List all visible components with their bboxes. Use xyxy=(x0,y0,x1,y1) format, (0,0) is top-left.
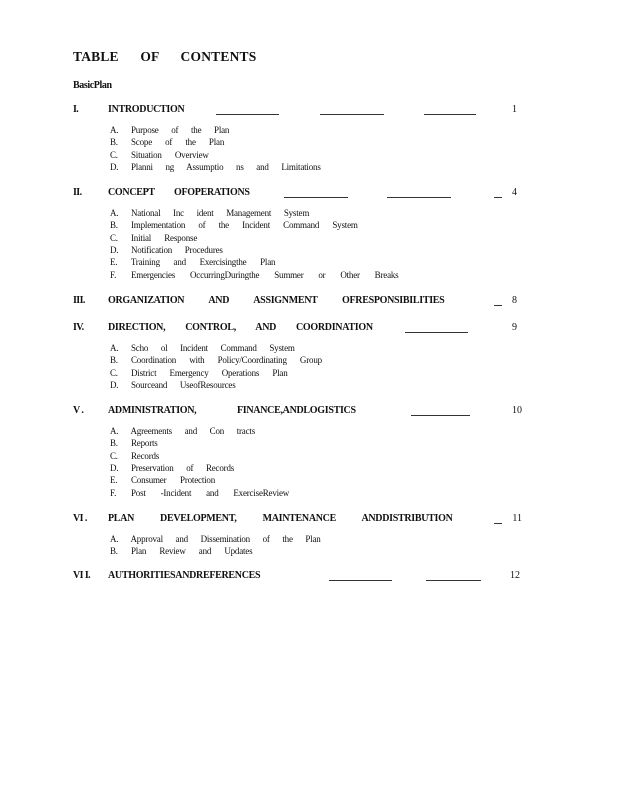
toc-subtitle: BasicPlan xyxy=(73,80,112,91)
toc-subitem: A. Purpose of the Plan xyxy=(110,125,230,135)
toc-subitem: D. Planni ng Assumptio ns and Limitations xyxy=(110,161,321,172)
leader-line xyxy=(216,114,279,115)
section-number: V . xyxy=(73,405,84,416)
toc-title: TABLE OF CONTENTS xyxy=(73,49,257,64)
toc-subitem: C. Initial Response xyxy=(110,232,198,243)
section-page-number: 8 xyxy=(512,295,517,306)
toc-subitem: F. Emergencies OccurringDuringthe Summer or Other Breaks xyxy=(110,269,399,280)
toc-subitem: E. Training and Exercisingthe Plan xyxy=(110,257,276,268)
section-number: II. xyxy=(73,187,82,198)
toc-subitem: D. Notification Procedures xyxy=(110,244,223,255)
toc-subitem: A. Agreements and Con tracts xyxy=(110,426,255,436)
toc-subitem: A. National Inc ident Management System xyxy=(110,208,310,218)
toc-subitem: A. Approval and Dissemination of the Plan xyxy=(110,534,321,544)
toc-subitem: D. Sourceand UseofResources xyxy=(110,379,236,390)
section-title: INTRODUCTION xyxy=(108,104,185,115)
section-title: DIRECTION, CONTROL, AND COORDINATION xyxy=(108,322,373,333)
section-title: AUTHORITIESANDREFERENCES xyxy=(108,570,261,581)
section-number: III. xyxy=(73,295,85,306)
section-page-number: 4 xyxy=(512,187,517,198)
toc-subitem: E. Consumer Protection xyxy=(110,475,216,486)
leader-line xyxy=(494,305,502,306)
section-title: PLAN DEVELOPMENT, MAINTENANCE ANDDISTRIBUTION xyxy=(108,513,453,524)
leader-line xyxy=(426,580,481,581)
leader-line xyxy=(494,523,502,524)
toc-subitem: A. Scho ol Incident Command System xyxy=(110,343,295,353)
section-title: ADMINISTRATION, FINANCE,ANDLOGISTICS xyxy=(108,405,356,416)
leader-line xyxy=(494,197,502,198)
toc-subitem: C. Situation Overview xyxy=(110,149,209,160)
leader-line xyxy=(284,197,348,198)
leader-line xyxy=(405,332,468,333)
leader-line xyxy=(424,114,476,115)
toc-subitem: B. Reports xyxy=(110,438,158,449)
section-number: VI I. xyxy=(73,570,91,581)
section-page-number: 9 xyxy=(512,322,517,333)
toc-subitem: B. Scope of the Plan xyxy=(110,137,225,148)
toc-subitem: F. Post -Incident and ExerciseReview xyxy=(110,487,290,498)
section-title: CONCEPT OFOPERATIONS xyxy=(108,187,250,198)
toc-subitem: B. Plan Review and Updates xyxy=(110,546,253,557)
leader-line xyxy=(387,197,451,198)
toc-subitem: C. Records xyxy=(110,450,160,461)
leader-line xyxy=(320,114,384,115)
toc-subitem: C. District Emergency Operations Plan xyxy=(110,367,288,378)
section-page-number: 11 xyxy=(512,513,522,524)
leader-line xyxy=(329,580,392,581)
toc-subitem: B. Coordination with Policy/Coordinating Group xyxy=(110,355,322,366)
section-number: I. xyxy=(73,104,79,115)
section-page-number: 10 xyxy=(512,405,522,416)
section-number: VI . xyxy=(73,513,87,524)
section-page-number: 12 xyxy=(510,570,520,581)
toc-subitem: B. Implementation of the Incident Command System xyxy=(110,220,358,231)
section-title: ORGANIZATION AND ASSIGNMENT OFRESPONSIBILITIES xyxy=(108,295,445,306)
section-page-number: 1 xyxy=(512,104,517,115)
toc-subitem: D. Preservation of Records xyxy=(110,462,235,473)
section-number: IV. xyxy=(73,322,84,333)
leader-line xyxy=(411,415,470,416)
